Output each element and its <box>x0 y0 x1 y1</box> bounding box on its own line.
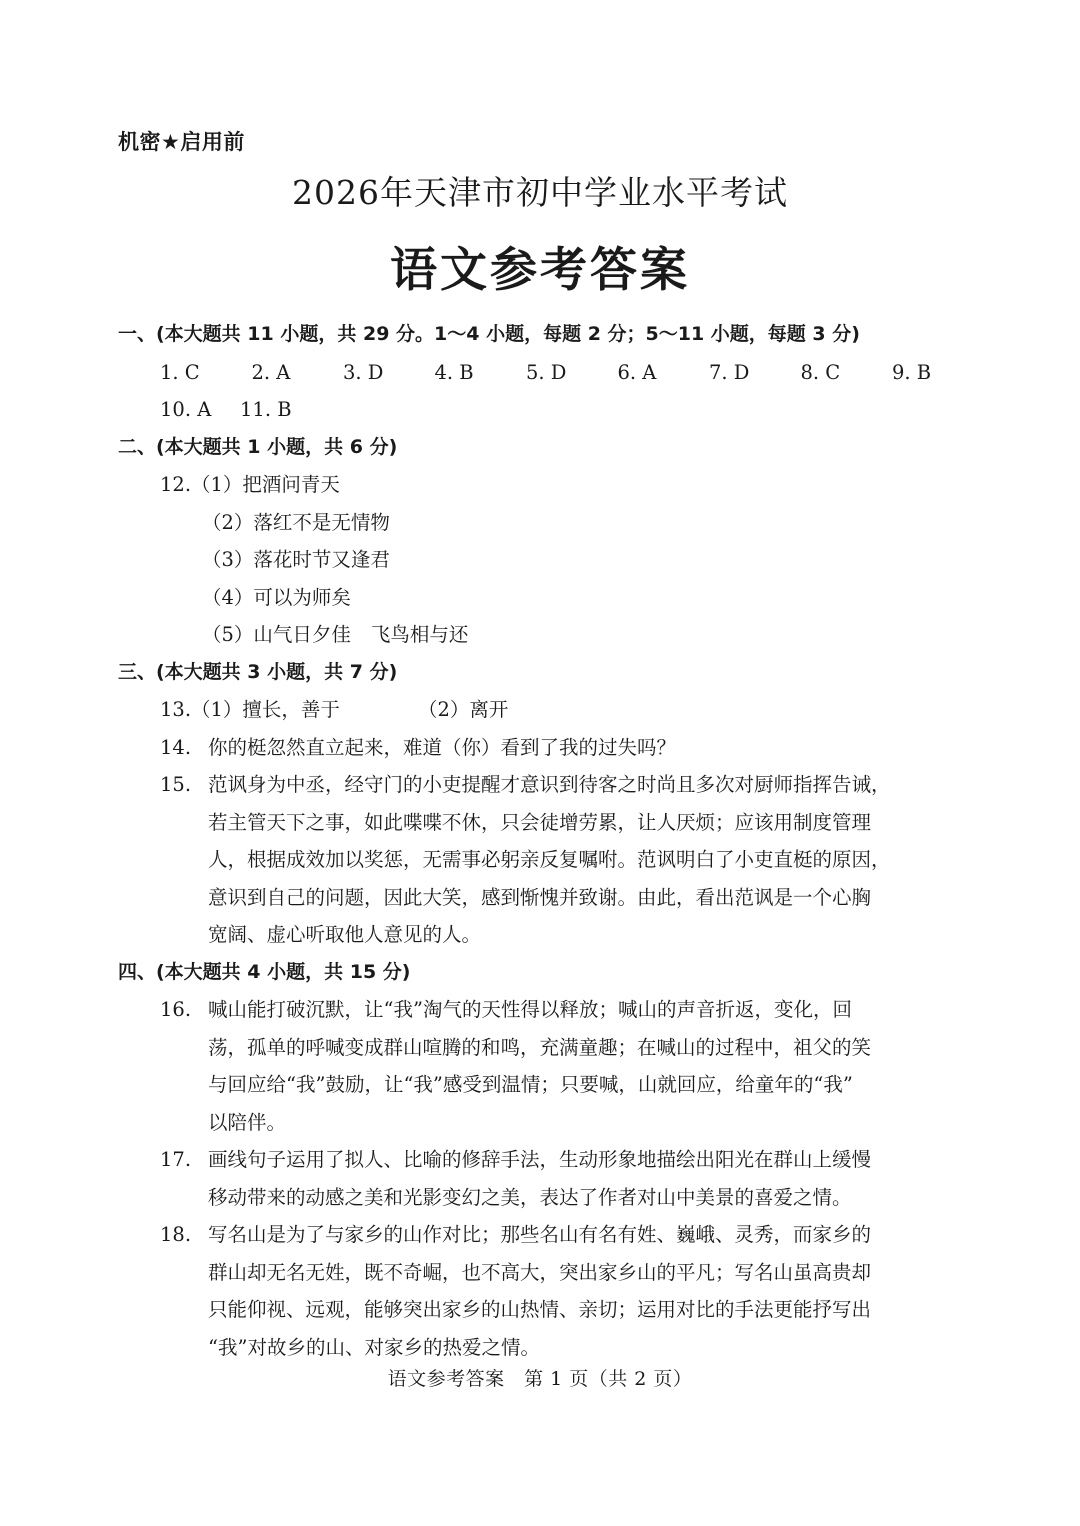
document-title: 语文参考答案 <box>390 243 690 298</box>
q12-part-1: （1）把酒问青天 <box>191 473 340 496</box>
q16-line: 以陪伴。 <box>208 1110 287 1134</box>
answer-3: 3. D <box>343 360 384 384</box>
answer-2: 2. A <box>251 360 291 384</box>
q14-number: 14. <box>160 735 192 759</box>
answer-4: 4. B <box>434 360 474 384</box>
q12-part-4: （4）可以为师矣 <box>202 585 351 609</box>
q12-line-1 <box>118 466 968 504</box>
q13-answer-2: （2）离开 <box>417 698 509 721</box>
answer-11: 11. B <box>240 398 292 421</box>
q16-line: 喊山能打破沉默，让“我”淘气的天性得以释放；喊山的声音折返，变化，回 <box>208 998 852 1021</box>
answer-5: 5. D <box>526 360 567 384</box>
confidential-label: 机密★启用前 <box>118 130 245 154</box>
q15-line: 意识到自己的问题，因此大笑，感到惭愧并致谢。由此，看出范讽是一个心胸 <box>208 885 872 909</box>
exam-title: 2026年天津市初中学业水平考试 <box>292 173 788 212</box>
q16-row <box>118 991 968 1141</box>
answer-8: 8. C <box>800 360 841 384</box>
q14-row <box>118 729 968 767</box>
q15-row <box>118 766 968 954</box>
q13-line <box>118 691 968 729</box>
q17-line: 画线句子运用了拟人、比喻的修辞手法，生动形象地描绘出阳光在群山上缓慢 <box>208 1148 872 1171</box>
answer-7: 7. D <box>709 360 750 384</box>
q18-line: 只能仰视、远观，能够突出家乡的山热情、亲切；运用对比的手法更能抒写出 <box>208 1298 872 1321</box>
section-4-header: 四、(本大题共 4 小题，共 15 分) <box>118 960 411 983</box>
q16-line: 与回应给“我”鼓励，让“我”感受到温情；只要喊，山就回应，给童年的“我” <box>208 1073 853 1096</box>
q17-row <box>118 1141 968 1216</box>
q12-part-5 <box>118 616 968 654</box>
answer-6: 6. A <box>617 360 657 384</box>
q13-answer-1: （1）擅长，善于 <box>191 698 340 721</box>
q16-number: 16. <box>160 998 192 1021</box>
section-3-header: 三、(本大题共 3 小题，共 7 分) <box>118 660 398 683</box>
q14-answer: 你的梃忽然直立起来，难道（你）看到了我的过失吗？ <box>208 735 677 759</box>
choice-answers-row-2 <box>118 391 968 429</box>
q12-number: 12. <box>160 473 192 496</box>
q12-part-5b: 飞鸟相与还 <box>370 623 469 646</box>
q16-answer <box>208 991 968 1141</box>
page-footer: 语文参考答案 第 1 页（共 2 页） <box>387 1368 693 1390</box>
section-1-header: 一、(本大题共 11 小题，共 29 分。1～4 小题，每题 2 分；5～11 小题，每题 3 分) <box>118 323 860 345</box>
answer-9: 9. B <box>892 360 932 384</box>
q18-row <box>118 1216 968 1366</box>
q15-number: 15. <box>160 773 192 796</box>
answer-1: 1. C <box>160 360 200 384</box>
q15-answer <box>208 766 968 954</box>
q15-line: 人，根据成效加以奖惩，无需事必躬亲反复嘱咐。范讽明白了小吏直梃的原因， <box>208 848 891 871</box>
q17-number: 17. <box>160 1148 192 1171</box>
q18-answer <box>208 1216 968 1366</box>
q13-number: 13. <box>160 698 192 721</box>
answer-10: 10. A <box>160 398 212 421</box>
q12-part-2: （2）落红不是无情物 <box>202 510 390 534</box>
q18-line: “我”对故乡的山、对家乡的热爱之情。 <box>208 1335 540 1359</box>
q15-line: 宽阔、虚心听取他人意见的人。 <box>208 923 482 946</box>
q18-line: 写名山是为了与家乡的山作对比；那些名山有名有姓、巍峨、灵秀，而家乡的 <box>208 1223 872 1246</box>
q17-answer <box>208 1141 968 1216</box>
q15-line: 若主管天下之事，如此喋喋不休，只会徒增劳累，让人厌烦；应该用制度管理 <box>208 810 872 834</box>
q12-part-3: （3）落花时节又逢君 <box>202 548 390 571</box>
q12-part-5a: （5）山气日夕佳 <box>202 623 351 646</box>
answer-content <box>118 316 968 1366</box>
q18-line: 群山却无名无姓，既不奇崛，也不高大，突出家乡山的平凡；写名山虽高贵却 <box>208 1260 872 1284</box>
q17-line: 移动带来的动感之美和光影变幻之美，表达了作者对山中美景的喜爱之情。 <box>208 1185 852 1209</box>
q16-line: 荡，孤单的呼喊变成群山喧腾的和鸣，充满童趣；在喊山的过程中，祖父的笑 <box>208 1035 872 1059</box>
q15-line: 范讽身为中丞，经守门的小吏提醒才意识到待客之时尚且多次对厨师指挥告诫， <box>208 773 891 796</box>
choice-answers-row-1 <box>118 354 968 392</box>
q18-number: 18. <box>160 1223 192 1246</box>
section-2-header: 二、(本大题共 1 小题，共 6 分) <box>118 435 398 458</box>
